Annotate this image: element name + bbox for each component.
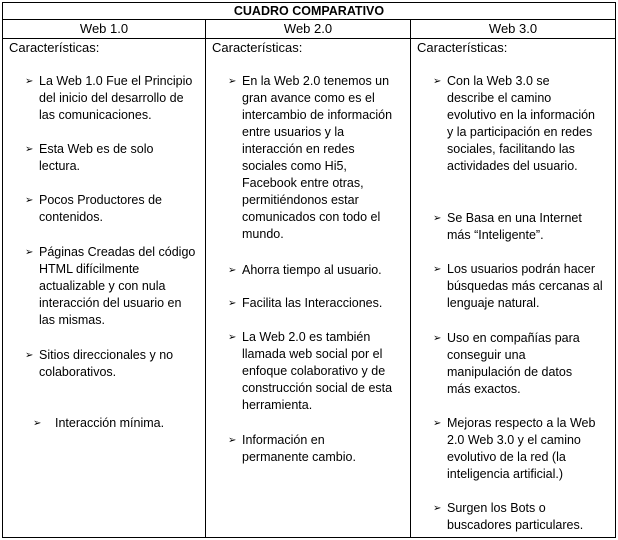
- column-web-1-0: Características: ➢ La Web 1.0 Fue el Principio del inicio del desarrollo de las comunicaciones. ➢ Esta Web es de solo lectura. ➢ Pocos Productores de contenidos. ➢ Páginas Creadas del código HTML difícilmente actualizable y con nula interacción del usuario en las mismas. ➢ Sitios direccionales y no colaborativos. ➢ Interacción mínima.: [9, 40, 196, 430]
- arrow-bullet-icon: ➢: [433, 264, 442, 275]
- arrow-bullet-icon: ➢: [433, 503, 442, 514]
- arrow-bullet-icon: ➢: [228, 76, 237, 87]
- arrow-bullet-icon: ➢: [433, 76, 442, 87]
- arrow-bullet-icon: ➢: [25, 144, 34, 155]
- arrow-bullet-icon: ➢: [228, 265, 237, 276]
- arrow-bullet-icon: ➢: [433, 333, 442, 344]
- characteristics-label: Características:: [9, 40, 100, 55]
- arrow-bullet-icon: ➢: [228, 435, 237, 446]
- arrow-bullet-icon: ➢: [228, 298, 237, 309]
- arrow-bullet-icon: ➢: [433, 213, 442, 224]
- table-title: CUADRO COMPARATIVO: [3, 3, 615, 20]
- characteristics-label: Características:: [212, 40, 303, 55]
- arrow-bullet-icon: ➢: [25, 247, 34, 258]
- comparison-table: [2, 2, 616, 538]
- header-web-2-0: Web 2.0: [206, 20, 410, 39]
- arrow-bullet-icon: ➢: [25, 350, 34, 361]
- characteristics-label: Características:: [417, 40, 508, 55]
- arrow-bullet-icon: ➢: [228, 332, 237, 343]
- header-web-1-0: Web 1.0: [3, 20, 205, 39]
- arrow-bullet-icon: ➢: [25, 195, 34, 206]
- arrow-bullet-icon: ➢: [433, 418, 442, 429]
- arrow-bullet-icon: ➢: [33, 418, 42, 429]
- column-web-3-0: Características: ➢ Con la Web 3.0 se describe el camino evolutivo en la información y la participación en redes sociales, facilitando las actividades del usuario. ➢ Se Basa en una Internet más “Inteligente”. ➢ Los usuarios podrán hacer búsquedas más cercanas al lenguaje natural. ➢ Uso en compañías para conseguir una manipulación de datos más exactos. ➢ Mejoras respecto a la Web 2.0 Web 3.0 y el camino evolutivo de la red (la inteligencia artificial.) ➢ Surgen los Bots o buscadores particulares.: [417, 40, 603, 532]
- header-web-3-0: Web 3.0: [411, 20, 615, 39]
- column-web-2-0: Características: ➢ En la Web 2.0 tenemos un gran avance como es el intercambio de información entre usuarios y la interacción en redes sociales como Hi5, Facebook entre otras, permitiéndonos estar comunicados con todo el mundo. ➢ Ahorra tiempo al usuario. ➢ Facilita las Interacciones. ➢ La Web 2.0 es también llamada web social por el enfoque colaborativo y de construcción social de esta herramienta. ➢ Información en permanente cambio.: [212, 40, 393, 464]
- arrow-bullet-icon: ➢: [25, 76, 34, 87]
